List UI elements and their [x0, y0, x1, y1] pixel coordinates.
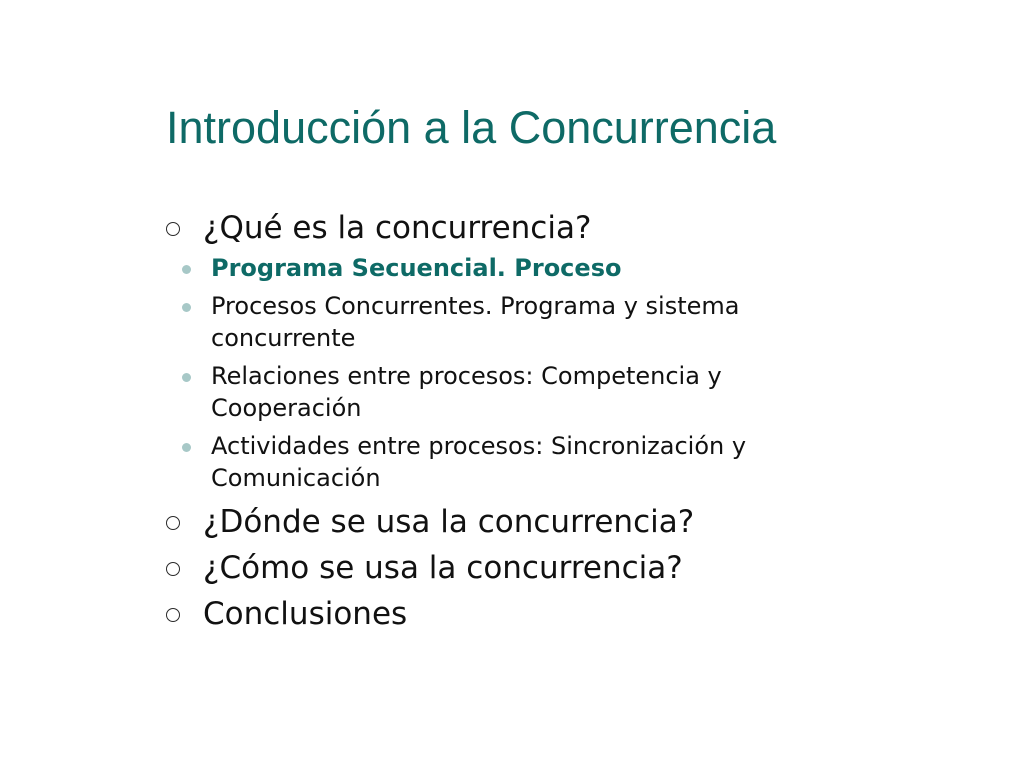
slide-title: Introducción a la Concurrencia: [166, 102, 777, 153]
filled-dot-icon: [182, 443, 191, 452]
filled-dot-icon: [182, 265, 191, 274]
sub-bullet-item-procesos-concurrentes: [166, 290, 851, 354]
sub-bullet-text: Relaciones entre procesos: Competencia y Cooperación: [211, 362, 722, 422]
filled-dot-icon: [182, 373, 191, 382]
bullet-item-conclusiones: [166, 592, 956, 636]
filled-dot-icon: [182, 303, 191, 312]
sub-bullet-text: Procesos Concurrentes. Programa y sistema concurrente: [211, 292, 740, 352]
sub-bullet-item-programa-secuencial: [166, 252, 851, 284]
sub-bullet-list: [166, 252, 956, 494]
slide-content: [166, 206, 956, 638]
bullet-text: ¿Qué es la concurrencia?: [203, 210, 592, 246]
bullet-text: Conclusiones: [203, 596, 408, 632]
bullet-item-donde: [166, 500, 956, 544]
hollow-circle-icon: [166, 222, 180, 236]
bullet-text: ¿Cómo se usa la concurrencia?: [203, 550, 683, 586]
hollow-circle-icon: [166, 562, 180, 576]
sub-bullet-item-relaciones: [166, 360, 851, 424]
sub-bullet-item-actividades: [166, 430, 851, 494]
bullet-item-que-es: [166, 206, 956, 250]
hollow-circle-icon: [166, 516, 180, 530]
bullet-item-como: [166, 546, 956, 590]
bullet-text: ¿Dónde se usa la concurrencia?: [203, 504, 695, 540]
sub-bullet-text: Programa Secuencial. Proceso: [211, 254, 622, 282]
sub-bullet-text: Actividades entre procesos: Sincronización y Comunicación: [211, 432, 747, 492]
hollow-circle-icon: [166, 608, 180, 622]
